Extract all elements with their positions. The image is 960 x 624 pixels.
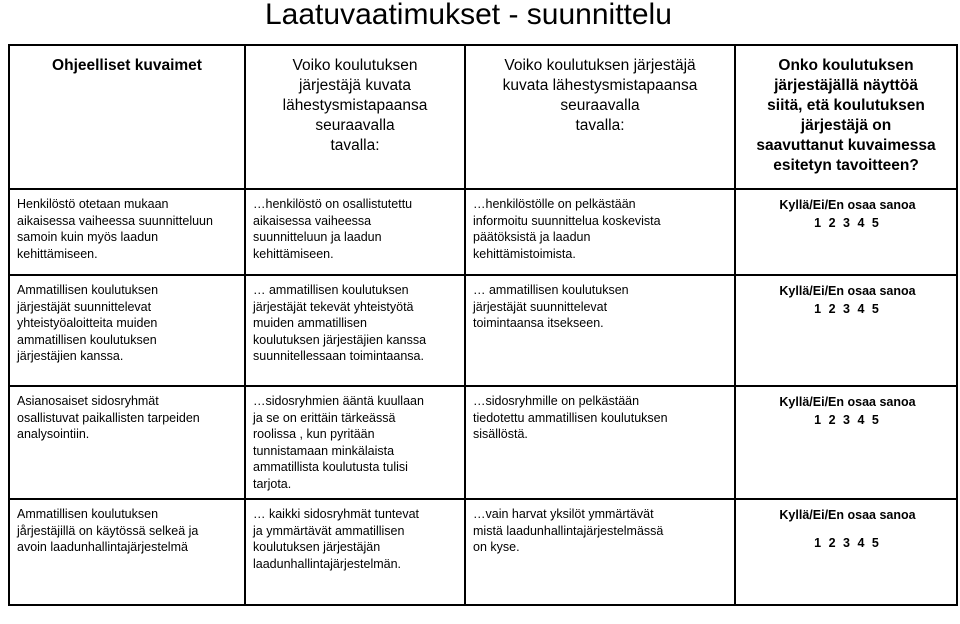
page-title: Laatuvaatimukset - suunnittelu	[265, 0, 672, 31]
approach-b-cell: …sidosryhmille on pelkästään tiedotettu ammatillisen koulutuksen sisällöstä.	[465, 386, 735, 499]
descriptor-cell: Asianosaiset sidosryhmät osallistuvat paikallisten tarpeiden analysointiin.	[9, 386, 245, 499]
approach-a-cell: …sidosryhmien ääntä kuullaan ja se on erittäin tärkeässä roolissa , kun pyritään tunnistamaan minkälaista ammatillista koulutusta tulisi tarjota.	[245, 386, 465, 499]
rating-scale[interactable]: 1 2 3 4 5	[814, 216, 881, 230]
rating-scale[interactable]: 1 2 3 4 5	[814, 413, 881, 427]
rating-label: Kyllä/Ei/En osaa sanoa	[779, 198, 916, 212]
rating-scale[interactable]: 1 2 3 4 5	[814, 302, 881, 316]
rating-label: Kyllä/Ei/En osaa sanoa	[779, 395, 916, 409]
rating-cell[interactable]	[735, 386, 957, 499]
descriptor-cell: Ammatillisen koulutuksen jårjestäjillä on käytössä selkeä ja avoin laadunhallintajärjestelmä	[9, 499, 245, 605]
table-row	[9, 189, 957, 275]
rating-cell[interactable]	[735, 189, 957, 275]
table-header-row	[9, 45, 957, 189]
table-row	[9, 386, 957, 499]
header-descriptors: Ohjeelliset kuvaimet	[9, 45, 245, 189]
descriptor-cell: Henkilöstö otetaan mukaan aikaisessa vaiheessa suunnitteluun samoin kuin myös laadun kehittämiseen.	[9, 189, 245, 275]
header-approach-b: Voiko koulutuksen järjestäjä kuvata lähestysmistapaansa seuraavalla tavalla:	[465, 45, 735, 189]
rating-label: Kyllä/Ei/En osaa sanoa	[779, 284, 916, 298]
approach-a-cell: … ammatillisen koulutuksen järjestäjät tekevät yhteistyötä muiden ammatillisen koulutuksen järjestäjien kanssa suunnitellessaan toimintaansa.	[245, 275, 465, 386]
header-approach-a: Voiko koulutuksen järjestäjä kuvata lähestysmistapaansa seuraavalla tavalla:	[245, 45, 465, 189]
approach-b-cell: …henkilöstölle on pelkästään informoitu suunnittelua koskevista päätöksistä ja laadun kehittämistoimista.	[465, 189, 735, 275]
approach-a-cell: … kaikki sidosryhmät tuntevat ja ymmärtävät ammatillisen koulutuksen järjestäjän laadunhallintajärjestelmän.	[245, 499, 465, 605]
header-evidence: Onko koulutuksen järjestäjällä näyttöä siitä, etä koulutuksen järjestäjä on saavuttanut kuvaimessa esitetyn tavoitteen?	[735, 45, 957, 189]
rating-scale[interactable]: 1 2 3 4 5	[814, 536, 881, 550]
approach-b-cell: … ammatillisen koulutuksen järjestäjät suunnittelevat toimintaansa itsekseen.	[465, 275, 735, 386]
approach-a-cell: …henkilöstö on osallistutettu aikaisessa vaiheessa suunnitteluun ja laadun kehittämiseen.	[245, 189, 465, 275]
requirements-table	[8, 44, 958, 606]
rating-cell[interactable]	[735, 275, 957, 386]
rating-label: Kyllä/Ei/En osaa sanoa	[779, 508, 916, 522]
rating-cell[interactable]	[735, 499, 957, 605]
approach-b-cell: …vain harvat yksilöt ymmärtävät mistä laadunhallintajärjestelmässä on kyse.	[465, 499, 735, 605]
descriptor-cell: Ammatillisen koulutuksen järjestäjät suunnittelevat yhteistyöaloitteita muiden ammatillisen koulutuksen järjestäjien kanssa.	[9, 275, 245, 386]
table-row	[9, 275, 957, 386]
table-row	[9, 499, 957, 605]
